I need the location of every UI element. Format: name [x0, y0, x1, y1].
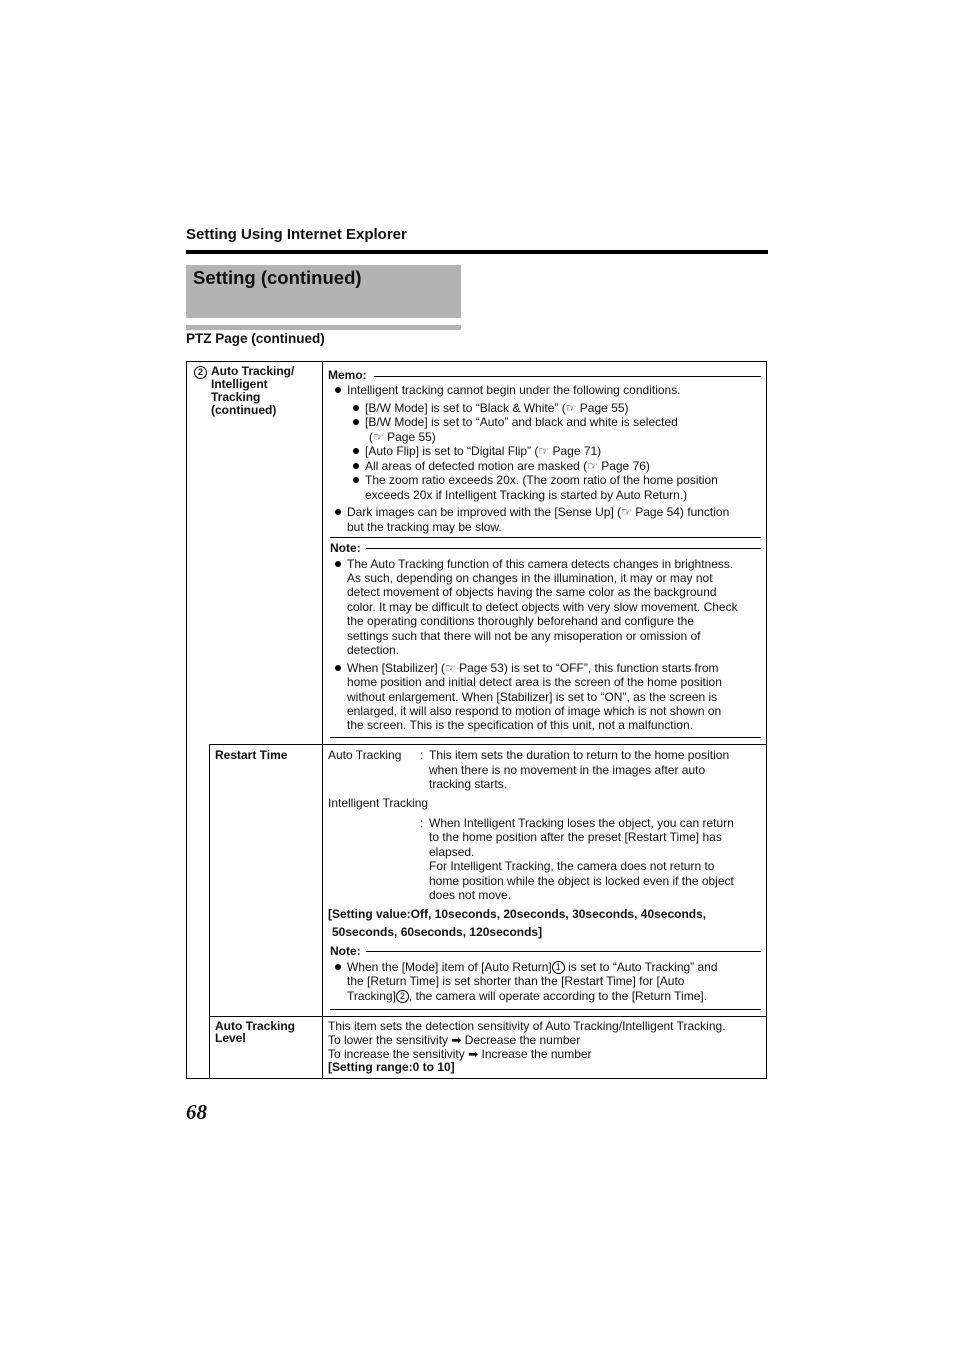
circled-number: 1: [552, 961, 565, 974]
intelligent-tracking-desc: elapsed.: [429, 845, 475, 859]
memo-intro: Intelligent tracking cannot begin under the following conditions.: [347, 383, 681, 397]
level-increase: To increase the sensitivity ➡ Increase the number: [328, 1047, 592, 1061]
note-item-1-line: As such, depending on changes in the illumination, it may or may not: [347, 571, 713, 585]
row-number-badge: 2: [194, 365, 207, 379]
intelligent-tracking-desc: to the home position after the preset [Restart Time] has: [429, 830, 722, 844]
setting-range: [Setting range:0 to 10]: [328, 1060, 455, 1074]
memo-sub-item: [B/W Mode] is set to “Black & White” (☞ Page 55): [365, 401, 629, 415]
auto-tracking-desc: This item sets the duration to return to the home position: [429, 748, 730, 762]
restart-note-line: the [Return Time] is set shorter than the [Restart Time] for [Auto: [347, 974, 685, 988]
subheading: PTZ Page (continued): [186, 331, 325, 346]
note-item-1-line: settings such that there will not be any misoperation or omission of: [347, 629, 701, 643]
section-header: Setting Using Internet Explorer: [186, 226, 407, 243]
row-label-auto-tracking-level: Auto Tracking Level: [215, 1019, 296, 1045]
note-item-1-line: the operating conditions thoroughly beforehand and configure the: [347, 614, 694, 628]
auto-tracking-term: Auto Tracking: [328, 748, 402, 762]
memo-end-rule: [330, 537, 761, 538]
intelligent-tracking-term: Intelligent Tracking: [328, 796, 429, 810]
arrow-right-icon: ➡: [451, 1033, 462, 1047]
memo-dark: Dark images can be improved with the [Sense Up] (☞ Page 54) function: [347, 505, 730, 519]
note-end-rule: [330, 737, 761, 738]
auto-tracking-desc: tracking starts.: [429, 777, 508, 791]
col-divider-main: [322, 362, 323, 1078]
note-item-1-line: color. It may be difficult to detect objects with very slow movement. Check: [347, 600, 738, 614]
note-item-1-line: detection.: [347, 643, 400, 657]
memo-rule: [374, 376, 761, 377]
note-label: Note:: [330, 541, 361, 555]
note-item-2: When [Stabilizer] (☞ Page 53) is set to “OFF”, this function starts from: [347, 661, 719, 675]
arrow-right-icon: ➡: [468, 1047, 479, 1061]
memo-label: Memo:: [328, 368, 367, 382]
memo-sub-item: The zoom ratio exceeds 20x. (The zoom ratio of the home position: [365, 473, 718, 487]
level-desc: This item sets the detection sensitivity of Auto Tracking/Intelligent Tracking.: [328, 1019, 726, 1033]
note-item-2-line: home position and initial detect area is the screen of the home position: [347, 675, 722, 689]
intelligent-tracking-desc: does not move.: [429, 888, 512, 902]
page-number: 68: [186, 1100, 207, 1124]
note-end-rule: [330, 1009, 761, 1010]
page-title: Setting (continued): [193, 267, 362, 288]
note-rule: [366, 548, 761, 549]
circled-number: 2: [396, 990, 409, 1003]
memo-sub-item: [B/W Mode] is set to “Auto” and black and white is selected: [365, 415, 678, 429]
title-underbar: [186, 325, 461, 330]
note-label: Note:: [330, 944, 361, 958]
colon: :: [420, 748, 424, 762]
setting-value: 50seconds, 60seconds, 120seconds]: [332, 925, 543, 939]
note-item-2-line: without enlargement. When [Stabilizer] is set to “ON”, as the screen is: [347, 690, 718, 704]
note-item-2-line: the screen. This is the specification of this unit, not a malfunction.: [347, 718, 693, 732]
row-label-restart-time: Restart Time: [215, 748, 288, 762]
note-item-1-line: detect movement of objects having the same color as the background: [347, 585, 717, 599]
restart-note: When the [Mode] item of [Auto Return] 1 is set to “Auto Tracking” and: [347, 960, 718, 974]
note-rule: [366, 951, 761, 952]
memo-dark-cont: but the tracking may be slow.: [347, 520, 502, 534]
col-divider-indent: [209, 744, 210, 1078]
restart-note-line: Tracking] 2 , the camera will operate according to the [Return Time].: [347, 989, 708, 1003]
colon: :: [420, 816, 424, 830]
settings-table: [186, 361, 767, 1079]
level-lower: To lower the sensitivity ➡ Decrease the number: [328, 1033, 581, 1047]
intelligent-tracking-desc: For Intelligent Tracking, the camera does not return to: [429, 859, 715, 873]
row-divider-1: [209, 744, 766, 745]
title-box: [186, 265, 461, 318]
memo-sub-item-cont: exceeds 20x if Intelligent Tracking is started by Auto Return.): [365, 488, 688, 502]
memo-sub-item: All areas of detected motion are masked (☞ Page 76): [365, 459, 650, 473]
memo-sub-item-cont: (☞ Page 55): [369, 430, 436, 444]
note-item-2-line: enlarged, it will also respond to motion of image which is not shown on: [347, 704, 722, 718]
header-rule: [186, 250, 768, 254]
note-item-1: The Auto Tracking function of this camera detects changes in brightness.: [347, 557, 734, 571]
intelligent-tracking-desc: When Intelligent Tracking loses the object, you can return: [429, 816, 734, 830]
intelligent-tracking-desc: home position while the object is locked even if the object: [429, 874, 734, 888]
row-label-auto-tracking: Auto Tracking/ Intelligent Tracking (continued): [211, 364, 295, 417]
memo-sub-item: [Auto Flip] is set to “Digital Flip” (☞ Page 71): [365, 444, 602, 458]
auto-tracking-desc: when there is no movement in the images after auto: [429, 763, 706, 777]
row-divider-2: [209, 1016, 766, 1017]
setting-value: [Setting value:Off, 10seconds, 20seconds, 30seconds, 40seconds,: [328, 907, 707, 921]
